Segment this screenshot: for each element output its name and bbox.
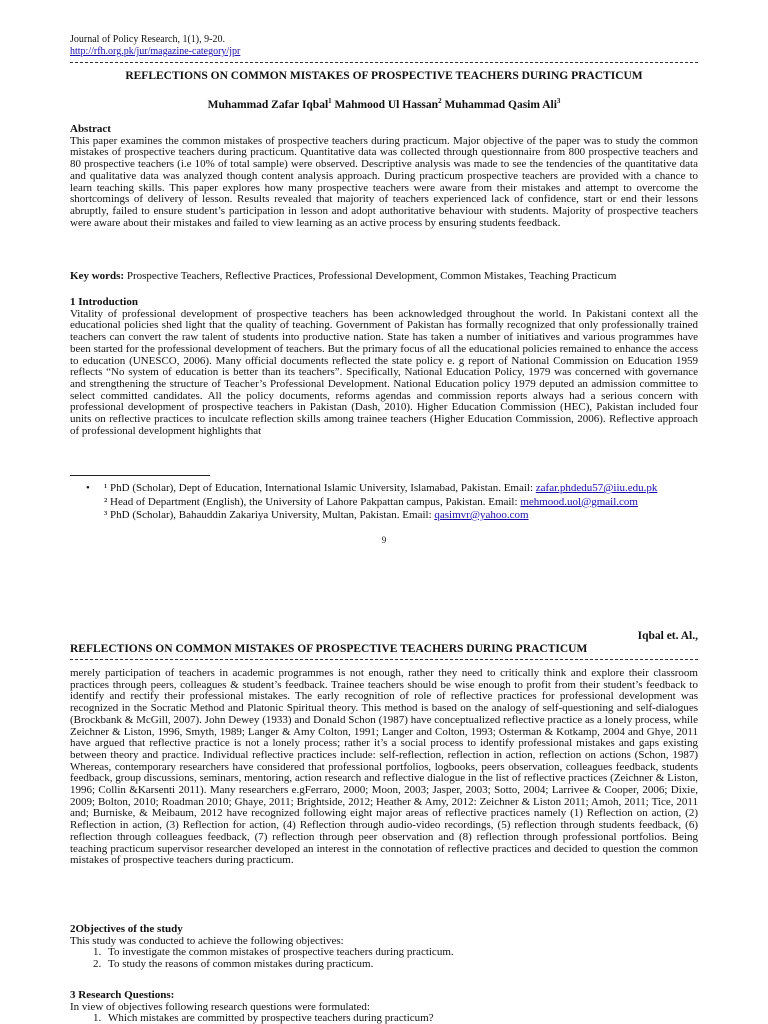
footnotes bbox=[86, 482, 657, 523]
author-affiliation-mark: 1 bbox=[328, 97, 332, 105]
footnote-separator bbox=[70, 475, 210, 476]
keywords-label: Key words: bbox=[70, 270, 125, 282]
author-name: Mahmood Ul Hassan bbox=[334, 98, 439, 111]
abstract-section bbox=[70, 124, 698, 229]
footnote-email-link[interactable]: mehmood.uol@gmail.com bbox=[520, 495, 638, 508]
footnote-item bbox=[86, 482, 657, 496]
continuation-section bbox=[70, 668, 698, 867]
list-item: 1. To investigate the common mistakes of prospective teachers during practicum. bbox=[104, 947, 698, 959]
objectives-intro: This study was conducted to achieve the following objectives: bbox=[70, 934, 344, 947]
introduction-heading: 1 Introduction bbox=[70, 296, 138, 308]
author-name: Muhammad Zafar Iqbal bbox=[207, 98, 329, 111]
footnote-item bbox=[86, 509, 657, 523]
keywords-section bbox=[70, 271, 698, 283]
footnote-text: ² Head of Department (English), the University of Lahore Pakpattan campus, Pakistan. Email: bbox=[104, 495, 521, 508]
keywords-text: Prospective Teachers, Reflective Practices, Professional Development, Common Mistakes, Teaching Practicum bbox=[126, 270, 617, 282]
introduction-text: Vitality of professional development of prospective teachers has been acknowledged throughout the world. In Pakistani context all the educational policies shed light that the quality of teaching. Government of Pakistan has formally recognized that only professionally trained teachers can convert the raw talent of students into productive nation. State has taken a number of initiatives and various programmes have been started for the professional development of teachers. But the primary focus of all the educational policies remained to enhance the access to education (UNESCO, 2006). Many official documents reflected the state policy e. g report of National Commission on Education 1959 reflects “No system of education is better than its teachers”. Specifically, National Education Policy, 1979 was concerned with governance and strengthening the structure of Teacher’s Professional Development. National Education policy 1979 deputed an admission committee to select committed candidates. All the policy documents, reforms agendas and commission reports always had a serious concern with professional development of prospective teachers in Pakistan (Dash, 2010). Higher Education Commission (HEC), Pakistan included four units on reflective practices to inculcate reflection skills among trainee teachers (Higher Education Commission, 2006). Reflective approach of professional development highlights that bbox=[70, 307, 698, 437]
journal-header bbox=[70, 34, 240, 58]
running-head-title: REFLECTIONS ON COMMON MISTAKES OF PROSPECTIVE TEACHERS DURING PRACTICUM bbox=[70, 643, 588, 655]
journal-url-link[interactable]: http://rfh.org.pk/jur/magazine-category/jpr bbox=[70, 46, 241, 57]
paper-title: REFLECTIONS ON COMMON MISTAKES OF PROSPECTIVE TEACHERS DURING PRACTICUM bbox=[125, 70, 643, 82]
research-questions-heading: 3 Research Questions: bbox=[70, 989, 175, 1001]
objectives-heading: 2Objectives of the study bbox=[70, 923, 183, 935]
author-affiliation-mark: 2 bbox=[438, 97, 442, 105]
bullet-icon: • bbox=[86, 482, 90, 494]
footnote-text: ³ PhD (Scholar), Bahauddin Zakariya University, Multan, Pakistan. Email: bbox=[104, 509, 435, 521]
footnote-email-link[interactable]: qasimvr@yahoo.com bbox=[434, 509, 529, 521]
abstract-text: This paper examines the common mistakes of prospective teachers during practicum. Major objective of the paper was to study the common mistakes of prospective teachers during practicum. Quantitative data was collected through questionnaire from 800 prospective teachers and 80 prospective teachers (i.e 10% of total sample) were observed. Descriptive analysis was made to see the tendencies of the quantitative data and qualitative data was analyzed though content analysis approach. During practicum prospective teachers are provided with a chance to learn teaching skills. This paper explores how many prospective teachers were aware from their mistakes and attempt to overcome the shortcomings of delivery of lesson. Results revealed that majority of teachers experienced lack of confidence, start or end their lessons abruptly, failed to ensure student’s participation in lesson and adopt authoritative behaviour with students. Majority of prospective teachers were aware about their mistakes and failed to view learning as an active process by ensuring students feedback. bbox=[70, 134, 698, 229]
page-number: 9 bbox=[381, 535, 387, 545]
continuation-text: merely participation of teachers in academic programmes is not enough, rather they need to critically think and explore their classroom practices through peers, colleagues & student’s feedback. Trainee teachers should be wise enough to profit from their student’s feedback to identify and rectify their professional mistakes. The early recognition of role of reflective practices for professional development was recognized in the Socratic Method and Platonic Spiritual theory. This method is based on the analogy of self-questioning and self-dialogues (Brockbank & McGill, 2007). John Dewey (1933) and Donald Schon (1987) have conceptualized reflective practice as a lonely process, while Zeichner & Liston, 1996, Smyth, 1989; Langer & Amy Colton, 1991; Langer and Colton, 1993; Osterman & Kotkamp, 2004 and Ghye, 2011 have argued that reflective practice is not a lonely process; rather it’s a social process to identify professional mistakes and gaps existing between theory and practice. Individual reflective practices include: self-reflection, reflection in action, reflection on actions (Schon, 1987) Whereas, contemporary researchers have considered that professional portfolios, logbooks, peers observation, colleagues feedback, students feedback, group discussions, seminars, mentoring, action research and reflective dialogue in the list of reflective practices (Zeichner & Liston, 1996; Collin &Karsenti 2011). Many researchers e.gFerraro, 2000; Moon, 2003; Jasper, 2003; Sotto, 2004; Larrivee & Cooper, 2006; Dixie, 2009; Bolton, 2010; Roadman 2010; Ghaye, 2011; Brightside, 2012; Heather & Amy, 2012: Zeichner & Liston 2011; Amoh, 2011; Tice, 2011 and; Burniske, & Meibaum, 2012 have recognized following eight major areas of reflective practices namely (1) Reflection on action, (2) Reflection in action, (3) Reflection for action, (4) Reflection through audio-video recordings, (5) reflection through students feedback, (6) reflection through colleagues feedback, (7) reflection through peer observation and (8) reflection through professional portfolios. Being teaching practicum supervisor researcher developed an interest in the connotation of reflective practices and decided to question the common mistakes of prospective teachers during practicum. bbox=[70, 667, 698, 867]
header-divider bbox=[70, 62, 698, 63]
running-head-author: Iqbal et. Al., bbox=[637, 630, 698, 642]
author-name: Muhammad Qasim Ali bbox=[444, 98, 557, 111]
journal-citation: Journal of Policy Research, 1(1), 9-20. bbox=[70, 34, 225, 45]
footnote-item bbox=[86, 496, 657, 510]
running-head-divider bbox=[70, 659, 698, 660]
abstract-heading: Abstract bbox=[70, 123, 111, 135]
objectives-list bbox=[70, 947, 698, 970]
footnote-email-link[interactable]: zafar.phdedu57@iiu.edu.pk bbox=[535, 482, 658, 494]
footnote-text: ¹ PhD (Scholar), Dept of Education, International Islamic University, Islamabad, Pakistan. Email: bbox=[104, 482, 536, 494]
research-questions-intro: In view of objectives following research questions were formulated: bbox=[70, 1000, 370, 1013]
research-questions-list bbox=[70, 1013, 698, 1024]
list-item: 1. Which mistakes are committed by prospective teachers during practicum? bbox=[104, 1013, 698, 1024]
author-affiliation-mark: 3 bbox=[556, 97, 561, 105]
list-item: 2. To study the reasons of common mistakes during practicum. bbox=[104, 959, 698, 971]
author-list bbox=[70, 97, 698, 111]
research-questions-section bbox=[70, 990, 698, 1024]
introduction-section bbox=[70, 297, 698, 437]
objectives-section bbox=[70, 924, 698, 971]
